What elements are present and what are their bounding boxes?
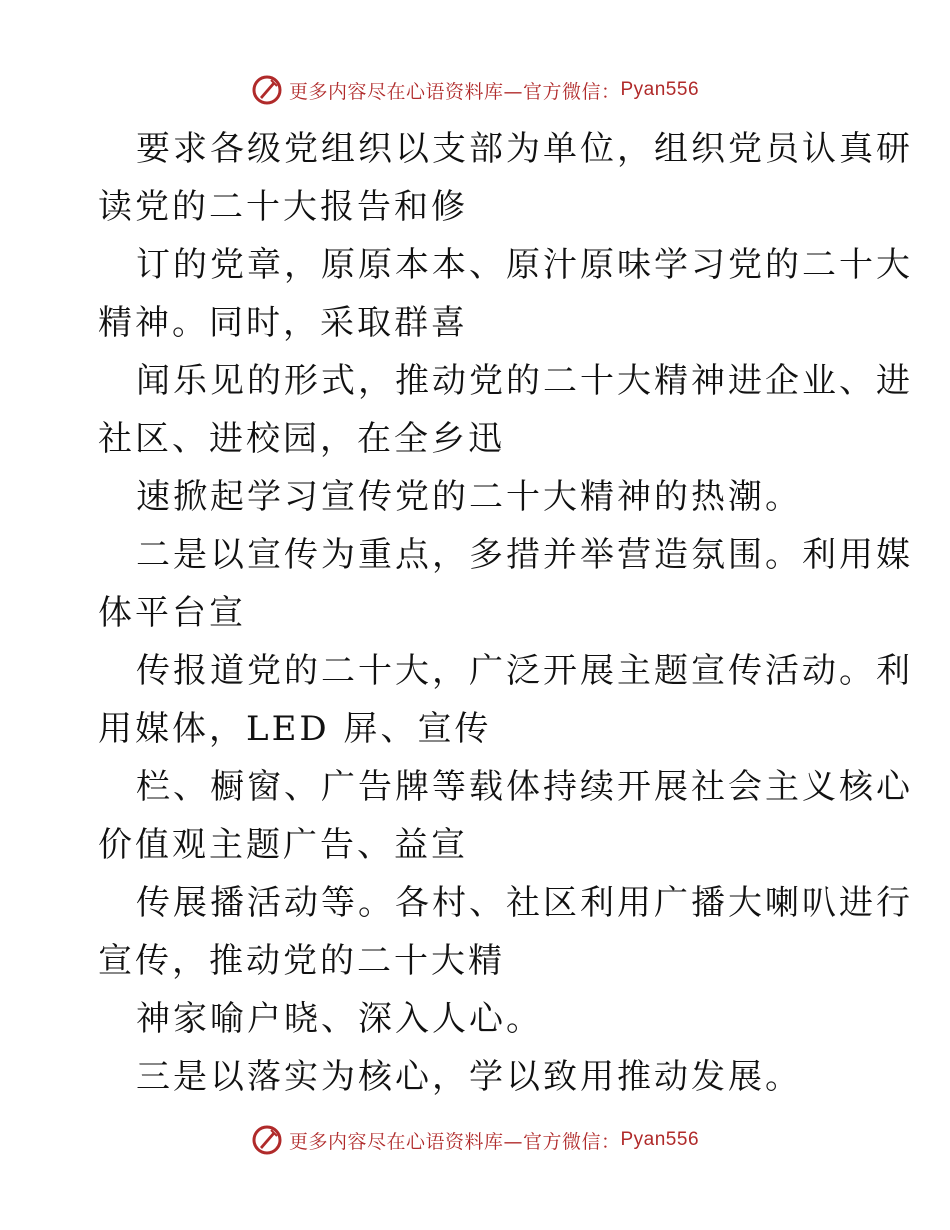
text-line: 用媒体，LED 屏、宣传 bbox=[98, 709, 492, 749]
text-line: 神家喻户晓、深入人心。 bbox=[136, 999, 543, 1039]
watermark-text: 更多内容尽在心语资料库—官方微信： bbox=[288, 1130, 621, 1153]
text-line: 栏、橱窗、广告牌等载体持续开展社会主义核心 bbox=[136, 767, 913, 807]
text-line: 速掀起学习宣传党的二十大精神的热潮。 bbox=[136, 477, 802, 517]
watermark-text: 更多内容尽在心语资料库—官方微信： bbox=[288, 80, 621, 103]
watermark-wechat-id: Pyan556 bbox=[620, 1129, 700, 1150]
text-line: 闻乐见的形式，推动党的二十大精神进企业、进 bbox=[136, 361, 913, 401]
watermark-wechat-id: Pyan556 bbox=[620, 79, 700, 100]
text-line: 精神。同时，采取群喜 bbox=[98, 303, 468, 343]
text-line: 社区、进校园，在全乡迅 bbox=[98, 419, 505, 459]
text-line: 价值观主题广告、益宣 bbox=[98, 825, 468, 865]
text-line: 要求各级党组织以支部为单位，组织党员认真研 bbox=[136, 129, 913, 169]
text-line: 三是以落实为核心，学以致用推动发展。 bbox=[136, 1057, 802, 1097]
quill-logo-icon bbox=[251, 1124, 283, 1156]
text-line: 读党的二十大报告和修 bbox=[98, 187, 468, 227]
text-line: 传报道党的二十大，广泛开展主题宣传活动。利 bbox=[136, 651, 913, 691]
text-line: 体平台宣 bbox=[98, 593, 246, 633]
header-watermark bbox=[0, 74, 950, 106]
text-line: 宣传，推动党的二十大精 bbox=[98, 941, 505, 981]
footer-watermark bbox=[0, 1124, 950, 1156]
quill-logo-icon bbox=[251, 74, 283, 106]
text-line: 传展播活动等。各村、社区利用广播大喇叭进行 bbox=[136, 883, 913, 923]
text-line: 订的党章，原原本本、原汁原味学习党的二十大 bbox=[136, 245, 913, 285]
text-line: 二是以宣传为重点，多措并举营造氛围。利用媒 bbox=[136, 535, 913, 575]
